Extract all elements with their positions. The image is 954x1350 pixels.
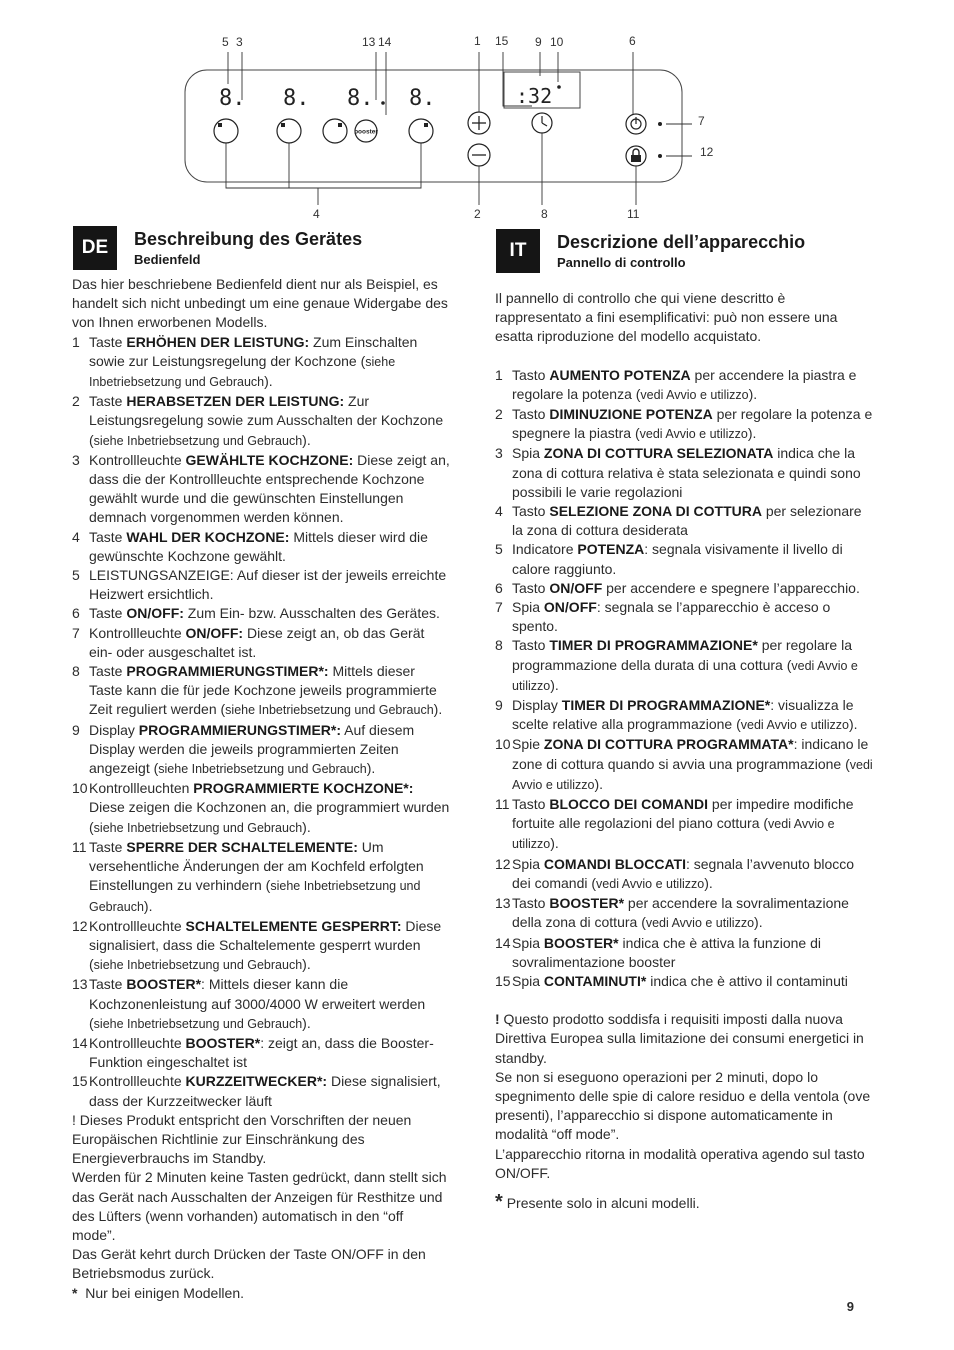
description-item [495,405,875,444]
item-number: 4 [495,503,503,520]
item-number: 2 [495,406,503,423]
item-text: Tasto [512,366,550,383]
item-text: ). [747,425,757,442]
item-text: Tasto [512,579,550,596]
item-keyword: ON/OFF [543,599,597,616]
description-item [495,598,875,636]
item-text: Spia [512,972,544,989]
item-text: : segnala l’avvenuto blocco dei comandi ( [512,855,855,891]
item-text: LEISTUNGSANZEIGE: Auf dieser ist der jeweils erreichte Heizwert ersichtlich. [89,567,447,603]
description-item [72,1034,450,1072]
item-reference: siehe Inbetriebsetzung und Gebrauch [158,762,367,777]
description-item [72,721,450,780]
item-keyword: PROGRAMMIERUNGSTIMER*: [138,721,342,738]
item-keyword: COMANDI BLOCCATI [543,855,686,872]
item-number: 15 [495,972,511,989]
callout-13: 13 [362,35,376,49]
item-number: 14 [495,934,511,951]
description-item [495,540,875,578]
item-reference: vedi Avvio e utilizzo [640,387,749,402]
description-item [495,502,875,540]
item-keyword: AUMENTO POTENZA [549,366,691,383]
item-number: 9 [72,721,80,738]
zone-select-button-1[interactable] [214,119,238,143]
callout-7: 7 [698,114,705,128]
description-item [72,624,450,662]
item-text: Diese signalisiert, dass der Kurzzeitwecker läuft [89,1073,441,1109]
item-keyword: HERABSETZEN DER LEISTUNG: [126,393,345,410]
item-text: per accendere la sovralimentazione della zona di cottura ( [512,895,849,931]
timer-display: :32 [516,84,553,108]
item-text: ). [302,956,311,973]
svg-text:booster: booster [354,128,378,136]
item-text: ). [754,914,763,931]
section-subtitle-de: Bedienfeld [134,252,201,267]
item-text: ). [550,676,559,693]
item-reference: siehe Inbetriebsetzung und Gebrauch [93,958,303,973]
item-keyword: BOOSTER* [185,1034,261,1051]
item-text: Spia [512,934,544,951]
item-text: Diese signalisiert, dass die Schaltelemente gesperrt wurden ( [89,917,442,973]
item-list-de [72,333,450,1111]
item-text: ). [302,1014,311,1031]
intro-de: Das hier beschriebene Bedienfeld dient nur als Beispiel, es handelt sich nicht unbedingt um eine genaue Widergabe des von Ihnen erworbenen Modells. [72,276,448,331]
item-number: 9 [495,697,503,714]
item-text: Display [512,697,562,714]
callout-14: 14 [378,35,392,49]
footnote-text-de: Nur bei einigen Modellen. [85,1284,244,1301]
item-text: Kontrollleuchte [89,917,186,934]
lock-indicator-dot [658,154,662,158]
item-reference: siehe Inbetriebsetzung und Gebrauch [89,354,396,390]
asterisk-icon: * [72,1284,78,1301]
item-text: indica che è attivo il contaminuti [646,972,848,989]
callout-8: 8 [541,207,548,221]
item-text: indica che la zona di cottura relativa è stata selezionata e quindi sono possibili le varie regolazioni [512,445,861,500]
callout-3: 3 [236,35,243,49]
note-return-it: L’apparecchio ritorna in modalità operativa agendo sul tasto ON/OFF. [495,1145,865,1181]
item-reference: vedi Avvio e utilizzo [512,658,858,693]
section-title-it: Descrizione dell’apparecchio [557,232,806,252]
description-item [72,604,450,623]
description-item [72,838,450,917]
item-number: 12 [72,917,88,934]
note-standby-it [495,1010,875,1068]
item-number: 1 [495,366,503,383]
section-title-de: Beschreibung des Gerätes [134,229,363,249]
item-text: Display [89,721,139,738]
description-item [72,333,450,393]
item-text: Diese zeigen die Kochzonen an, die programmiert wurden ( [89,799,450,835]
item-text: Taste [89,393,127,410]
item-text: Mittels dieser wird die gewünschte Kochzone gewählt. [89,528,428,564]
callout-9: 9 [535,35,542,49]
item-text: Tasto [512,637,550,654]
item-keyword: TIMER DI PROGRAMMAZIONE* [561,697,771,714]
zone-select-button-2[interactable] [277,119,301,143]
item-number: 4 [72,528,80,545]
item-keyword: ZONA DI COTTURA PROGRAMMATA* [543,736,794,753]
description-item [72,975,450,1034]
item-text: Kontrollleuchten [89,780,194,797]
item-keyword: BOOSTER* [543,934,619,951]
description-item [72,566,450,604]
item-number: 14 [72,1034,88,1051]
callout-1: 1 [474,34,481,48]
item-reference: siehe Inbetriebsetzung und Gebrauch [225,703,434,718]
item-text: ). [366,760,376,777]
description-item [495,855,875,894]
item-text: Auf diesem Display werden die jeweils programmierten Zeiten angezeigt ( [89,721,415,777]
item-keyword: BLOCCO DEI COMANDI [549,796,709,813]
description-item [495,636,875,696]
description-item [72,917,450,976]
item-number: 10 [72,780,88,797]
item-keyword: KURZZEITWECKER*: [185,1073,328,1090]
item-text: ). [302,818,311,835]
power-icon[interactable] [626,114,646,134]
item-keyword: ON/OFF: [126,605,184,622]
item-text: Tasto [512,796,550,813]
page-number: 9 [846,1299,854,1314]
item-text: ). [594,775,604,792]
description-item [495,366,875,405]
item-text: Tasto [512,503,550,520]
section-subtitle-it: Pannello di controllo [557,255,686,270]
item-number: 5 [72,567,80,584]
item-text: Kontrollleuchte [89,451,186,468]
callout-11: 11 [627,207,640,221]
item-number: 6 [72,605,80,622]
note-offmode-de: Werden für 2 Minuten keine Tasten gedrückt, dann stellt sich das Gerät nach Ausschalten der Anzeigen für Resthitze und des Lüfters (wenn vorhanden) automatisch in den “off mode”. [72,1169,447,1243]
item-text: Tasto [512,406,550,423]
item-number: 7 [495,599,503,616]
item-number: 2 [72,393,80,410]
item-text: Taste [89,605,127,622]
item-text: per accendere la piastra e regolare la potenza ( [512,366,857,402]
item-reference: siehe Inbetriebsetzung und Gebrauch [93,820,303,835]
description-item [72,662,450,721]
description-item [495,795,875,855]
callout-5: 5 [222,35,229,49]
footnote-de [72,1284,450,1303]
language-badge-it: IT [496,229,540,273]
item-keyword: SCHALTELEMENTE GESPERRT: [185,917,402,934]
item-text: ). [143,897,153,914]
item-text: indica che è attiva la funzione di sovralimentazione booster [512,934,821,970]
item-keyword: ZONA DI COTTURA SELEZIONATA [543,445,774,462]
item-keyword: ON/OFF [549,579,603,596]
description-item [495,894,875,933]
item-number: 3 [495,445,503,462]
description-item [72,392,450,451]
note-standby-de: ! Dieses Produkt entspricht den Vorschriften der neuen Europäischen Richtlinie zur Einschränkung des Energieverbrauchs im Standby. [72,1111,412,1167]
item-number: 13 [72,976,88,993]
item-number: 6 [495,579,503,596]
item-keyword: SPERRE DER SCHALTELEMENTE: [126,838,358,855]
item-number: 11 [495,796,510,813]
item-list-it [495,366,875,992]
item-text: Taste [89,528,127,545]
booster-button[interactable] [354,120,378,142]
item-number: 11 [72,838,87,855]
item-text: per accendere e spegnere l’apparecchio. [602,579,860,596]
item-text: per impedire modifiche fortuite alle regolazioni del piano cottura ( [512,796,854,832]
item-text: ). [550,835,559,852]
item-text: ). [748,385,758,402]
clock-icon[interactable] [532,113,552,133]
onoff-indicator-dot [658,122,662,126]
item-text: per regolare la potenza e spegnere la piastra ( [512,406,873,442]
item-number: 8 [72,663,80,680]
item-number: 15 [72,1073,88,1090]
item-reference: vedi Avvio e utilizzo [512,817,835,852]
plus-button-icon[interactable] [468,112,490,134]
item-number: 12 [495,855,511,872]
item-text: per regolare la programmazione della durata di una cottura ( [512,637,852,673]
item-text: Zum Ein- bzw. Ausschalten des Gerätes. [183,605,440,622]
item-number: 5 [495,541,503,558]
item-number: 13 [495,895,511,912]
callout-12: 12 [700,145,714,159]
item-keyword: BOOSTER* [126,976,202,993]
callout-4: 4 [313,207,320,221]
item-text: Kontrollleuchte [89,1073,186,1090]
item-text: Diese zeigt an, dass die der Kontrollleuchte entsprechende Kochzone gewählt wurde und die gewünschten Einstellungen demnach vorgenommen werden können. [89,451,450,526]
item-keyword: PROGRAMMIERUNGSTIMER*: [126,663,329,680]
description-item [72,528,450,566]
item-reference: vedi Avvio e utilizzo [512,757,873,792]
item-text: : segnala visivamente il livello di calore raggiunto. [512,541,843,577]
item-text: ). [848,716,858,733]
item-keyword: PROGRAMMIERTE KOCHZONE*: [193,780,414,797]
description-item [495,934,875,972]
item-text: per selezionare la zona di cottura desiderata [512,503,862,539]
intro-it: Il pannello di controllo che qui viene descritto è rappresentato a fini esemplificativi: può non essere una esatta riproduzione del modello acquistato. [495,290,838,345]
item-keyword: BOOSTER* [549,895,625,912]
item-text: ). [433,701,443,718]
callout-6: 6 [629,34,636,48]
description-item [72,1072,450,1110]
item-number: 1 [72,333,80,350]
item-text: Tasto [512,895,550,912]
item-keyword: DIMINUZIONE POTENZA [549,406,713,423]
item-reference: vedi Avvio e utilizzo [639,427,748,442]
description-item [495,735,875,795]
item-text: : indicano le zone di cottura quando si avvia una programmazione ( [512,736,869,772]
item-reference: vedi Avvio e utilizzo [645,916,755,931]
item-text: ). [302,431,311,448]
item-keyword: WAHL DER KOCHZONE: [126,528,290,545]
item-number: 7 [72,624,80,641]
item-reference: siehe Inbetriebsetzung und Gebrauch [93,1016,303,1031]
item-text: Taste [89,976,127,993]
item-text: ). [264,373,273,390]
item-reference: vedi Avvio e utilizzo [596,876,705,891]
language-badge-de: DE [73,226,117,270]
note-return-de: Das Gerät kehrt durch Drücken der Taste ON/OFF in den Betriebsmodus zurück. [72,1246,426,1282]
callout-2: 2 [474,207,481,221]
item-number: 10 [495,736,511,753]
description-item [495,696,875,735]
item-text: Indicatore [512,541,578,558]
item-number: 3 [72,451,80,468]
item-reference: siehe Inbetriebsetzung und Gebrauch [89,879,421,914]
description-item [495,579,875,598]
item-text: Taste [89,333,127,350]
item-text: Mittels dieser Taste kann die für jede Kochzone jeweils programmierte Zeit reguliert werden ( [89,663,437,718]
description-item [72,779,450,838]
item-text: Zum Einschalten sowie zur Leistungsregelung der Kochzone ( [89,333,418,369]
item-keyword: ON/OFF: [185,624,244,641]
item-text: : segnala se l’apparecchio è acceso o spento. [512,599,831,635]
item-text: Kontrollleuchte [89,1034,186,1051]
item-text: Diese zeigt an, ob das Gerät ein- oder ausgeschaltet ist. [89,624,425,660]
footnote-text-it: Presente solo in alcuni modelli. [506,1194,700,1211]
power-display-2: 8. [283,86,310,111]
item-text: : zeigt an, dass die Booster-Funktion eingeschaltet ist [89,1034,434,1071]
power-display-4: 8. [409,86,436,111]
warning-mark-icon: ! [495,1011,500,1028]
description-item [495,972,875,991]
item-text: Kontrollleuchte [89,624,186,641]
zone-select-button-3[interactable] [323,119,347,143]
item-reference: vedi Avvio e utilizzo [740,718,849,733]
item-text: : visualizza le scelte relative alla programmazione ( [512,697,854,733]
item-text: Taste [89,838,127,855]
callout-10: 10 [550,35,564,49]
description-item [72,451,450,528]
item-reference: siehe Inbetriebsetzung und Gebrauch [93,433,303,448]
lock-icon[interactable] [626,146,646,166]
item-keyword: CONTAMINUTI* [543,972,647,989]
item-keyword: SELEZIONE ZONA DI COTTURA [549,503,762,520]
item-text: Spia [512,445,544,462]
item-number: 8 [495,637,503,654]
item-keyword: GEWÄHLTE KOCHZONE: [185,451,354,468]
item-text: Um versehentliche Änderungen der am Kochfeld erfolgten Einstellungen zu verhindern ( [89,838,424,894]
description-column-de [72,275,450,1303]
power-display-1: 8. [219,86,246,111]
item-text: Zur Leistungsregelung sowie zum Ausschalten der Kochzone ( [89,393,444,448]
note-offmode-it: Se non si eseguono operazioni per 2 minuti, dopo lo spegnimento delle spie di calore residuo e della ventola (ove presenti), l’apparecchio si dispone automaticamente in modalità “off mode”. [495,1068,871,1143]
item-text: Spia [512,855,544,872]
description-column-it [495,289,875,1213]
callout-15: 15 [495,34,509,48]
item-text: Taste [89,663,127,680]
item-text: Spia [512,599,544,616]
zone-select-button-4[interactable] [409,119,433,143]
item-text: ). [704,874,713,891]
booster-indicator-dot [381,101,385,105]
item-keyword: ERHÖHEN DER LEISTUNG: [126,333,310,350]
footnote-it [495,1190,875,1213]
power-display-3: 8. [347,86,374,111]
item-keyword: POTENZA [577,541,645,558]
asterisk-icon: * [495,1190,503,1213]
item-text: Spie [512,736,544,753]
minus-button-icon[interactable] [468,144,490,166]
item-keyword: TIMER DI PROGRAMMAZIONE* [549,637,758,654]
item-text: : Mittels dieser kann die Kochzonenleistung auf 3000/4000 W erweitert werden ( [89,976,426,1031]
description-item [495,444,875,502]
note-standby-it-text: Questo prodotto soddisfa i requisiti imposti dalla nuova Direttiva Europea sulla limitazione dei consumi energetici in standby. [495,1011,864,1066]
timer-indicator-dot [557,85,561,89]
